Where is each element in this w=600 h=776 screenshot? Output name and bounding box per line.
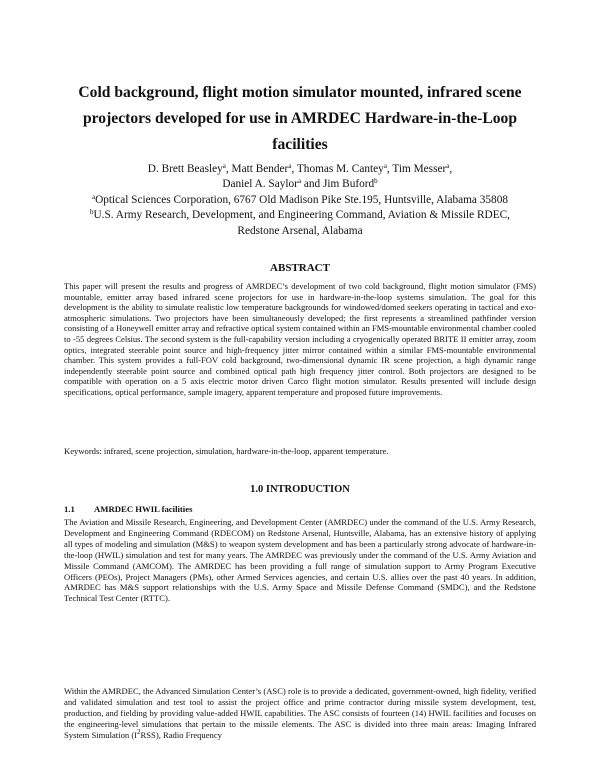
author-name: Matt Bender <box>231 163 289 175</box>
affiliation-b-line2: Redstone Arsenal, Alabama <box>237 224 363 237</box>
subsection-number: 1.1 <box>64 504 75 514</box>
author-name: Tim Messer <box>392 163 447 175</box>
affiliation-mark: a <box>297 177 302 186</box>
intro-paragraph-2 <box>64 686 536 741</box>
paper-title: Cold background, flight motion simulator mounted, infrared scene projectors developed for use in AMRDEC Hardware-in-the-Loop facilities <box>78 84 522 153</box>
affiliation-mark: a <box>383 162 387 170</box>
author-block <box>60 162 540 239</box>
affiliation-mark: a <box>222 162 226 170</box>
subsection-title: AMRDEC HWIL facilities <box>94 504 193 514</box>
separator: , <box>449 163 453 175</box>
paragraph-text: RSS), Radio Frequency <box>140 729 222 740</box>
paragraph-text: Within the AMRDEC, the Advanced Simulation Center’s (ASC) role is to provide a dedicated, government-owned, high fidelity, verified and validated simulation and test tool to assist the project office and prime contractor during missile system development, test, production, and fielding by providing value-added HWIL capabilities. The ASC consists of fourteen (14) HWIL facilities and focuses on the engineering-level simulations that pertain to the missile elements. The ASC is divided into three main areas: Imaging Infrared System Simulation (I <box>64 686 536 740</box>
intro-paragraph-1: The Aviation and Missile Research, Engineering, and Development Center (AMRDEC) under the command of the U.S. Army Research, Development and Engineering Command (RDECOM) on Redstone Arsenal, Huntsville, Alabama, has an extensive history of applying all types of modeling and simulation (M&S) to weapon system development and has been a particularly strong advocate of hardware-in-the-loop (HWIL) simulation and test for many years. The AMRDEC was previously under the command of the U.S. Army Aviation and Missile Command (AMCOM). The AMRDEC has been providing a full range of simulation support to Army Program Executive Officers (PEOs), Project Managers (PMs), other Armed Services agencies, and certain U.S. allies over the past 40 years. In addition, AMRDEC has M&S support relationships with the U.S. Army Space and Missile Defense Command (SMDC), and the Redstone Technical Test Center (RTTC). <box>64 517 536 604</box>
separator: and <box>301 178 324 191</box>
affiliation-a <box>60 193 540 208</box>
affiliation-text: Optical Sciences Corporation, 6767 Old Madison Pike Ste.195, Huntsville, Alabama 35808 <box>95 193 509 206</box>
author-name: Jim Buford <box>323 178 375 191</box>
author-name: D. Brett Beasley <box>147 163 223 175</box>
affiliation-mark: a <box>91 192 96 201</box>
subsection-heading <box>64 504 192 514</box>
abstract-heading: ABSTRACT <box>270 262 330 274</box>
separator: , <box>291 163 297 175</box>
affiliation-mark: b <box>374 177 378 186</box>
author-name: Thomas M. Cantey <box>296 163 384 175</box>
affiliation-text: U.S. Army Research, Development, and Engineering Command, Aviation & Missile RDEC, <box>93 209 510 222</box>
separator: , <box>386 163 393 175</box>
author-line-2 <box>60 177 540 192</box>
keywords: Keywords: infrared, scene projection, simulation, hardware-in-the-loop, apparent temperature. <box>64 446 389 456</box>
section-heading: 1.0 INTRODUCTION <box>250 484 350 495</box>
affiliation-mark: a <box>446 162 450 170</box>
affiliation-b <box>60 208 540 223</box>
author-line-1 <box>60 162 540 177</box>
affiliation-mark: a <box>288 162 292 170</box>
superscript: 2 <box>137 727 141 736</box>
separator: , <box>225 163 232 175</box>
author-name: Daniel A. Saylor <box>222 178 298 191</box>
affiliation-mark: b <box>90 208 94 217</box>
abstract-text: This paper will present the results and progress of AMRDEC’s development of two cold background, flight motion simulator (FMS) mountable, emitter array based infrared scene projectors for use in hardware-in-the-loop systems simulation. The goal for this development is the ability to simulate realistic low temperature backgrounds for windowed/domed seekers operating in tactical and exo-atmospheric simulations. Two projectors have been simultaneously developed; the first represents a streamlined pathfinder version consisting of a Honeywell emitter array and refractive optical system contained within an FMS-mountable environmental chamber cooled to -55 degrees Celsius. The second system is the full-capability version including a cryogenically operated BRITE II emitter array, zoom optics, integrated steerable point source and high-frequency jitter mirror contained within a similar FMS-mountable environmental chamber. This system provides a full-FOV cold background, two-dimensional dynamic IR scene projection, a high dynamic range independently steerable point source and combined optical path high frequency jitter control. Both projectors are designed to be compatible with operation on a 5 axis electric motor driven Carco flight motion simulator. Results presented will include design specifications, optical performance, sample imagery, apparent temperature and proposed future improvements. <box>64 281 536 397</box>
